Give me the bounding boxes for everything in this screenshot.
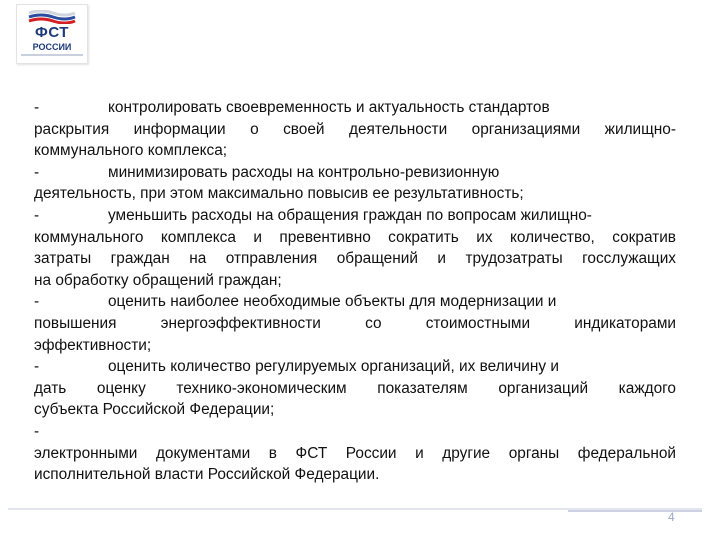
- bullet-first-line: [34, 97, 676, 119]
- list-item: [34, 162, 676, 205]
- bullet-text: оценить количество регулируемых организаций, их величину и: [108, 358, 559, 376]
- logo-caption-line: [21, 54, 83, 56]
- bullet-dash: -: [34, 99, 40, 116]
- list-item: [34, 421, 676, 486]
- bullet-first-line: [34, 205, 676, 227]
- bullet-line: исполнительной власти Российской Федерации.: [34, 466, 380, 484]
- bullet-first-line: [34, 291, 676, 313]
- bullet-line: затраты граждан на отправления обращений и трудозатраты госслужащих: [34, 250, 676, 268]
- bullet-line: дать оценку технико-экономическим показателям организаций каждого: [34, 379, 676, 397]
- bullet-text: оценить наиболее необходимые объекты для модернизации и: [108, 293, 557, 311]
- bullet-line: субъекта Российской Федерации;: [34, 401, 275, 419]
- list-item: [34, 205, 676, 291]
- bullet-dash: -: [34, 293, 40, 311]
- bullet-text: уменьшить расходы на обращения граждан по вопросам жилищно-: [108, 206, 592, 224]
- bullet-line: коммунального комплекса;: [34, 142, 228, 160]
- bullet-line: повышения энергоэффективности со стоимостными индикаторами: [34, 314, 676, 332]
- logo-brand: ФСТ: [35, 24, 69, 41]
- bullet-text: контролировать своевременность и актуальность стандартов: [108, 99, 550, 116]
- fst-logo: [16, 4, 88, 64]
- bullet-line: электронными документами в ФСТ России и другие органы федеральной: [34, 444, 676, 462]
- list-item: [34, 97, 676, 162]
- bullet-dash: -: [34, 206, 40, 224]
- bullet-line: на обработку обращений граждан;: [34, 271, 282, 289]
- page-number: 4: [668, 510, 675, 524]
- bullet-text: минимизировать расходы на контрольно-ревизионную: [108, 163, 500, 181]
- bullet-line: деятельность, при этом максимально повысив ее результативность;: [34, 185, 524, 203]
- bullet-line: эффективности;: [34, 336, 152, 354]
- bullet-dash: -: [34, 422, 40, 440]
- bullet-line: коммунального комплекса и превентивно сократить их количество, сократив: [34, 228, 676, 246]
- list-item: [34, 291, 676, 356]
- logo-country: РОССИИ: [32, 42, 72, 52]
- bullet-first-line: [34, 162, 676, 184]
- bullet-first-line: [34, 356, 676, 378]
- list-item: [34, 356, 676, 421]
- bullet-list: [34, 97, 676, 486]
- bullet-dash: -: [34, 163, 40, 181]
- flag-wave-icon: [27, 10, 77, 24]
- footer-divider: [8, 507, 702, 513]
- bullet-first-line: [34, 421, 676, 443]
- bullet-dash: -: [34, 358, 40, 376]
- bullet-line: раскрытия информации о своей деятельности организациями жилищно-: [34, 120, 676, 138]
